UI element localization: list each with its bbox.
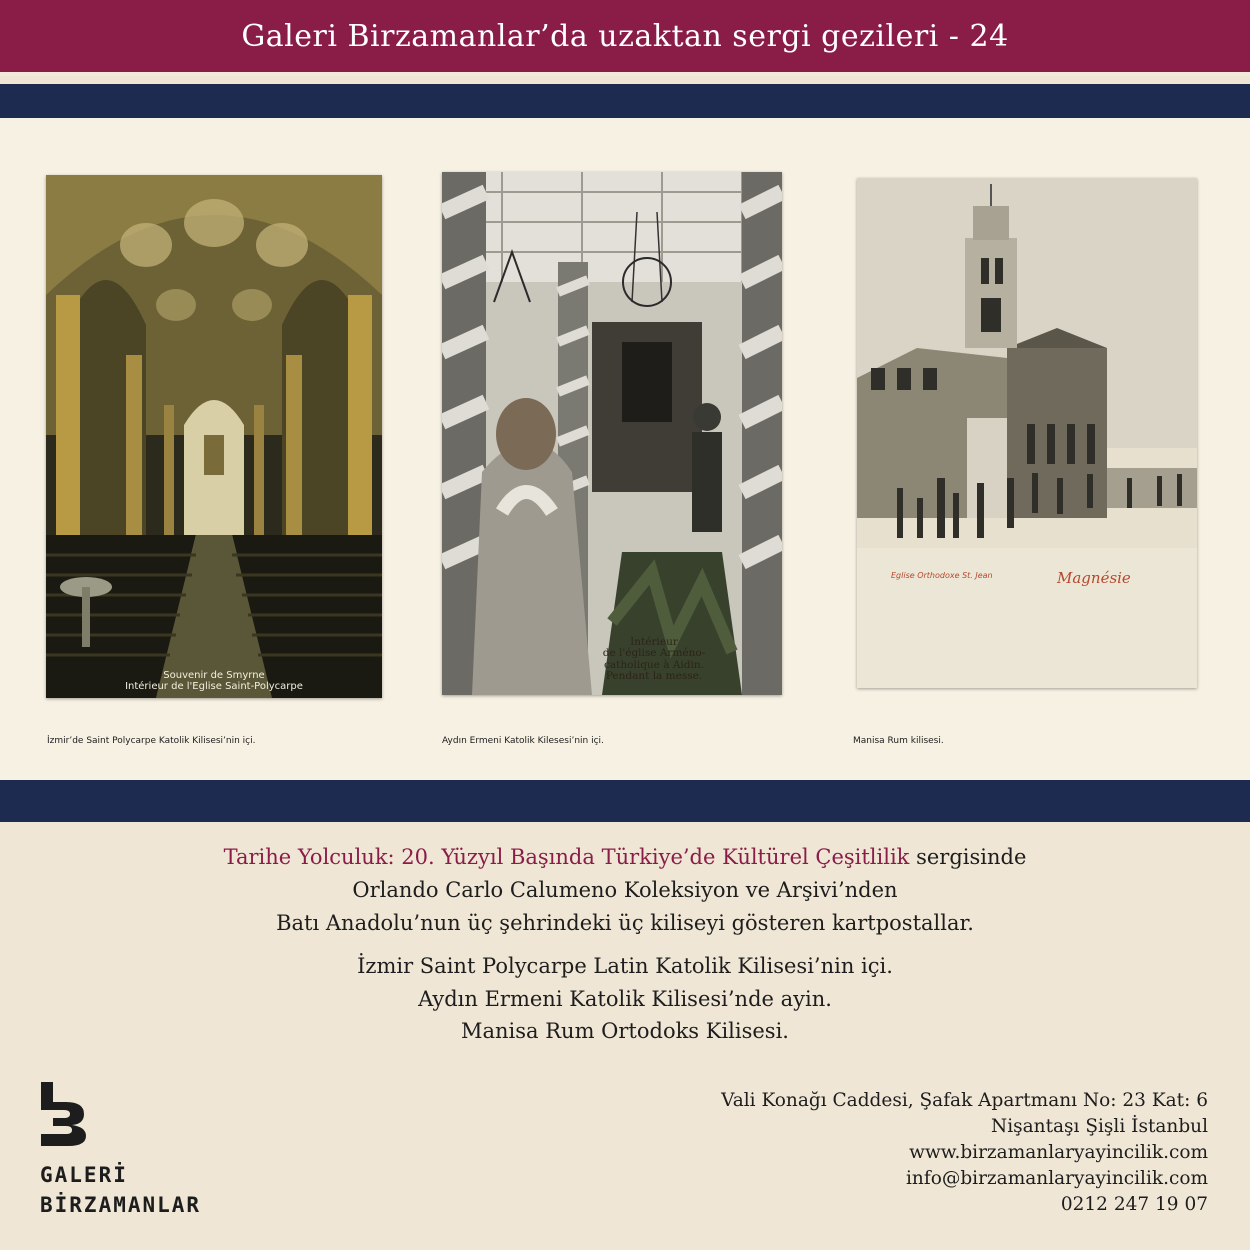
postcard-manisa-orthodox <box>857 178 1197 688</box>
postcard-print-line: Souvenir de Smyrne <box>163 670 265 681</box>
postcard-saint-polycarpe <box>46 175 382 698</box>
postcard-aydin-armenian <box>442 172 782 695</box>
postcard-print-line: catholique à Aidin. <box>604 658 704 671</box>
postcard-print-line: Pendant la messe. <box>605 670 703 683</box>
postcard-caption: Aydın Ermeni Katolik Kilesesi’nin içi. <box>442 736 604 746</box>
postcard-print-line: Intérieur <box>630 635 678 648</box>
postcard-print-text <box>574 637 734 683</box>
navy-band-bottom <box>0 780 1250 822</box>
address-line: Vali Konağı Caddesi, Şafak Apartmanı No: 23 Kat: 6 <box>721 1090 1208 1111</box>
description-line: Orlando Carlo Calumeno Koleksiyon ve Arşivi’nden <box>352 878 898 902</box>
phone-number: 0212 247 19 07 <box>1060 1194 1208 1215</box>
postcard-print-text <box>46 670 382 692</box>
exhibition-title: Tarihe Yolculuk: 20. Yüzyıl Başında Türkiye’de Kültürel Çeşitlilik <box>223 845 910 869</box>
description-line: İzmir Saint Polycarpe Latin Katolik Kilisesi’nin içi. <box>357 954 893 978</box>
description-line: Manisa Rum Ortodoks Kilisesi. <box>461 1019 789 1043</box>
description-text: sergisinde <box>909 845 1027 869</box>
description-line: Aydın Ermeni Katolik Kilisesi’nde ayin. <box>418 987 832 1011</box>
description-line <box>0 845 1250 869</box>
postcard-caption: İzmir’de Saint Polycarpe Katolik Kilisesi’nin içi. <box>47 736 256 746</box>
postcard-caption: Manisa Rum kilisesi. <box>853 736 944 746</box>
contact-block <box>721 1088 1208 1218</box>
email-link[interactable]: info@birzamanlaryayincilik.com <box>906 1168 1208 1189</box>
website-link[interactable]: www.birzamanlaryayincilik.com <box>909 1142 1208 1163</box>
description-line: Batı Anadolu’nun üç şehrindeki üç kiliseyi gösteren kartpostallar. <box>276 911 974 935</box>
postcard-print-city: Magnésie <box>1057 569 1131 587</box>
address-line: Nişantaşı Şişli İstanbul <box>991 1116 1208 1137</box>
logo-text: BİRZAMANLAR <box>40 1193 202 1217</box>
postcard-print-line: Eglise Orthodoxe St. Jean <box>891 571 993 580</box>
galeri-birzamanlar-logo-icon <box>38 1080 88 1148</box>
navy-band-top <box>0 84 1250 118</box>
postcard-print-line: Intérieur de l'Eglise Saint-Polycarpe <box>125 681 303 692</box>
church-mass-illustration <box>442 172 782 695</box>
church-exterior-illustration <box>857 178 1197 688</box>
header-bar <box>0 0 1250 76</box>
postcard-print-line: de l'église Arméno- <box>602 647 706 660</box>
church-interior-illustration <box>46 175 382 698</box>
logo-text: GALERİ <box>40 1163 128 1187</box>
page-title: Galeri Birzamanlar’da uzaktan sergi gezileri - 24 <box>241 18 1009 54</box>
